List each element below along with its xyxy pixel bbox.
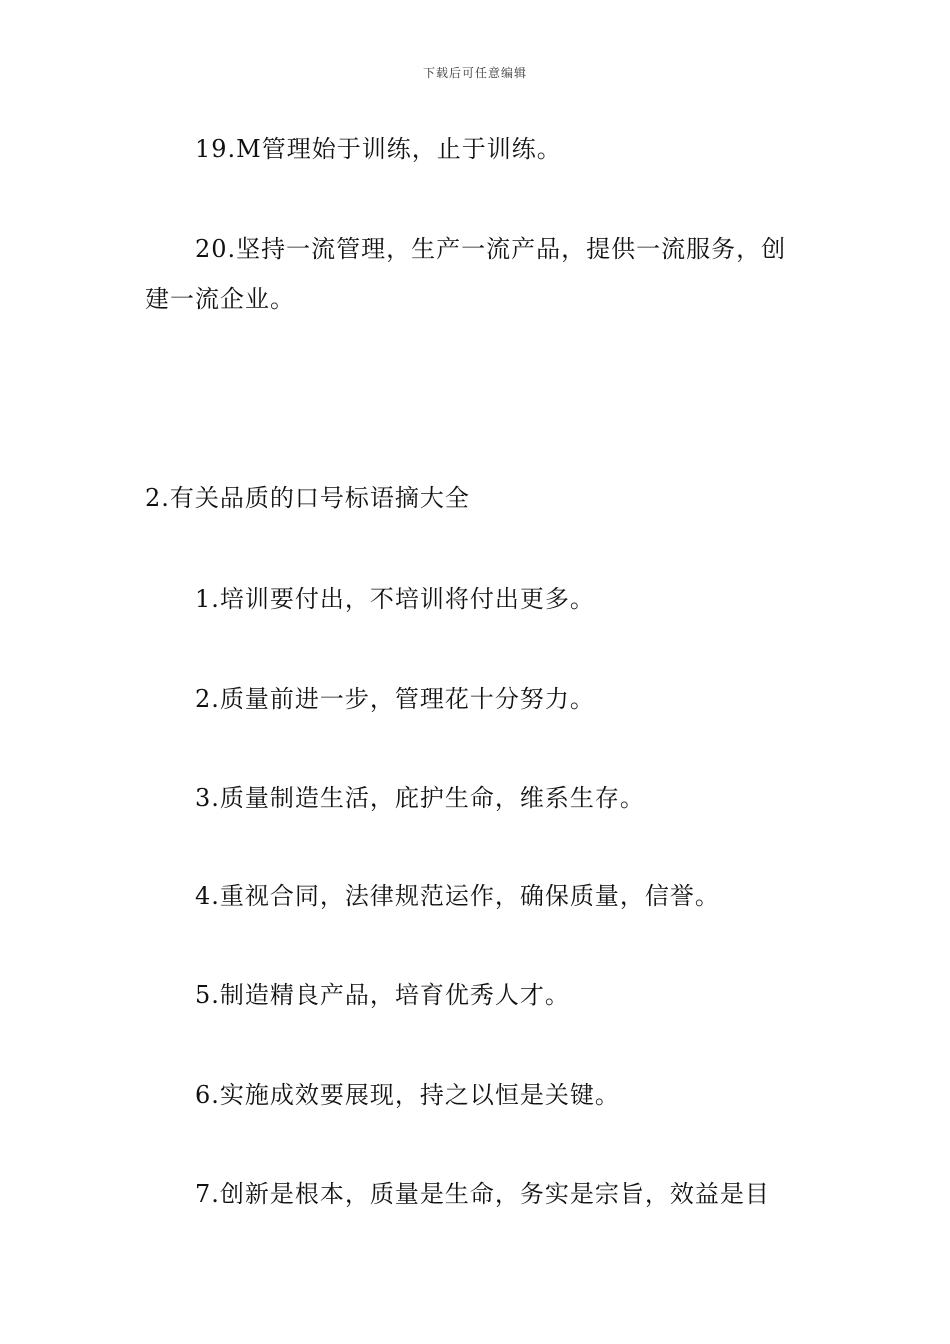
slogan-item-2: 2.质量前进一步，管理花十分努力。 (195, 685, 595, 713)
slogan-item-1: 1.培训要付出，不培训将付出更多。 (195, 585, 595, 613)
list-item-20-line2: 建一流企业。 (145, 285, 295, 313)
slogan-item-6: 6.实施成效要展现，持之以恒是关键。 (195, 1081, 620, 1109)
slogan-item-4: 4.重视合同，法律规范运作，确保质量，信誉。 (195, 882, 720, 910)
list-item-19: 19.M管理始于训练，止于训练。 (195, 135, 562, 163)
slogan-item-5: 5.制造精良产品，培育优秀人才。 (195, 981, 570, 1009)
slogan-item-3: 3.质量制造生活，庇护生命，维系生存。 (195, 784, 645, 812)
page-header: 下载后可任意编辑 (422, 66, 527, 80)
list-item-20-line1: 20.坚持一流管理，生产一流产品，提供一流服务，创 (195, 235, 787, 263)
slogan-item-7: 7.创新是根本，质量是生命，务实是宗旨，效益是目 (195, 1180, 770, 1208)
section-title: 2.有关品质的口号标语摘大全 (145, 484, 470, 512)
